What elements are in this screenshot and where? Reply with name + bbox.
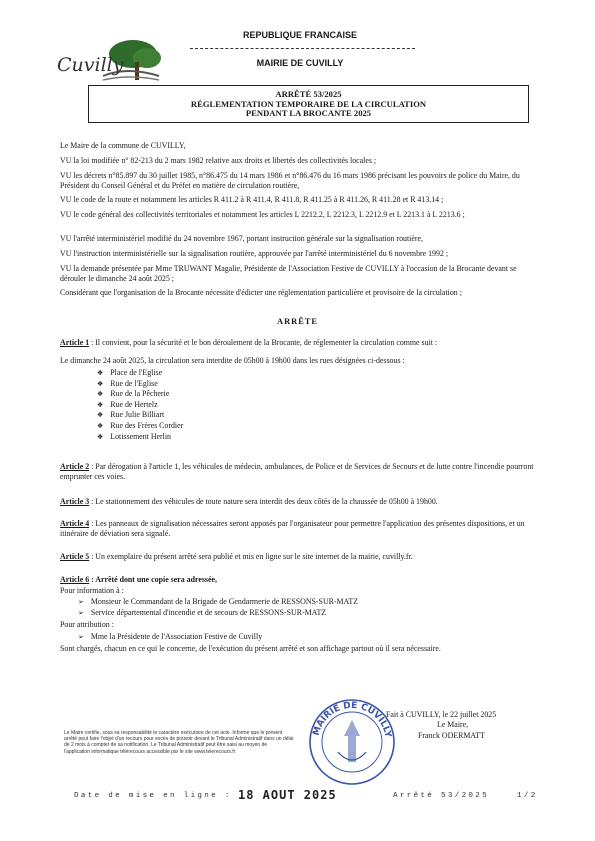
- stamp-text: MAIRIE DE CUVILLY: [311, 700, 393, 739]
- article-1-label: Article 1: [60, 338, 90, 347]
- article-6-label: Article 6: [60, 575, 90, 584]
- article-2-text: : Par dérogation à l'article 1, les véhicules de médecin, ambulances, de Police et de Services de Secours et de lutte contre l'incendie pourront emprunter ces voies.: [60, 462, 534, 481]
- info-list: [78, 597, 358, 618]
- street-item: ❖ Rue de Hertelz: [97, 400, 183, 411]
- info-label: Pour information à :: [60, 586, 124, 595]
- header-country: REPUBLIQUE FRANCAISE: [242, 30, 357, 40]
- preamble-maire: Le Maire de la commune de CUVILLY,: [60, 141, 186, 150]
- article-6: [60, 575, 540, 585]
- article-5-label: Article 5: [60, 552, 90, 561]
- arrete-heading: ARRÊTE: [277, 317, 318, 326]
- street-list: [97, 368, 183, 442]
- article-3-label: Article 3: [60, 497, 90, 506]
- logo: [55, 36, 165, 88]
- closing-text: Sont chargés, chacun en ce qui le concerne, de l'exécution du présent arrêté et son affichage partout où il sera nécessaire.: [60, 644, 441, 653]
- attrib-list: [78, 632, 262, 643]
- street-item: ❖ Rue de la Pêcherie: [97, 389, 183, 400]
- header-divider: [190, 48, 415, 49]
- attrib-item: ➢ Mme la Présidente de l'Association Festive de Cuvilly: [78, 632, 262, 643]
- official-seal-icon: [308, 698, 396, 786]
- article-2-label: Article 2: [60, 462, 90, 471]
- date-label: Date de mise en ligne :: [74, 792, 232, 800]
- arrete-title: RÉGLEMENTATION TEMPORAIRE DE LA CIRCULATION: [190, 98, 427, 109]
- date-stamp: 18 AOUT 2025: [238, 788, 337, 802]
- article-1-intro: Le dimanche 24 août 2025, la circulation sera interdite de 05h00 à 19h00 dans les rues désignées ci-dessous :: [60, 356, 405, 365]
- street-item: ❖ Rue de l'Eglise: [97, 379, 183, 390]
- arrete-subtitle: PENDANT LA BROCANTE 2025: [245, 108, 372, 119]
- article-4-text: : Les panneaux de signalisation nécessaires seront apposés par l'organisateur pour permettre l'application des présentes dispositions, et un itinéraire de déviation sera signalé.: [60, 519, 525, 538]
- article-1-text: : Il convient, pour la sécurité et le bon déroulement de la Brocante, de réglementer la circulation comme suit :: [89, 338, 438, 347]
- legal-footnote: Le Maire certifie, sous sa responsabilité le caractère exécutoire de cet acte. Informe que le présent arrêté peut faire l'objet d'un recours pour excès de pouvoir devant le Tribunal Administratif dans un délai de 2 mois à compter de sa notification. Le Tribunal Administratif peut être saisi au moyen de l'application informatique télérecours accessible par le site www.telerecours.fr: [64, 730, 294, 755]
- arrete-number: ARRÊTÉ 53/2025: [275, 89, 342, 99]
- article-3-text: : Le stationnement des véhicules de toute nature sera interdit des deux côtés de la chaussée de 05h00 à 19h00.: [89, 497, 438, 506]
- preamble-vu-7: VU la demande présentée par Mme TRUWANT Magalie, Présidente de l'Association Festive de CUVILLY à l'occasion de la Brocante devant se dérouler le dimanche 24 août 2025 ;: [60, 264, 517, 283]
- article-2: [60, 462, 540, 481]
- preamble-vu-1: VU la loi modifiée n° 82-213 du 2 mars 1982 relative aux droits et libertés des collectivités locales ;: [60, 156, 377, 165]
- article-5: [60, 552, 540, 562]
- attrib-label: Pour attribution :: [60, 620, 114, 629]
- info-item: ➢ Service départemental d'incendie et de secours de RESSONS-SUR-MATZ: [78, 608, 358, 619]
- preamble-vu-2: VU les décrets n°85.897 du 30 juillet 1985, n°86.475 du 14 mars 1986 et n°86.476 du 16 mars 1986 précisant les pouvoirs de police du Maire, du Président du Conseil Général et du Préfet en matière de circulation routière,: [60, 171, 520, 190]
- street-item: ❖ Place de l'Eglise: [97, 368, 183, 379]
- article-1: [60, 338, 540, 348]
- article-4-label: Article 4: [60, 519, 90, 528]
- street-item: ❖ Lotissement Herlin: [97, 432, 183, 443]
- page-number: 1/2: [517, 792, 538, 800]
- logo-text: Cuvilly: [57, 54, 124, 76]
- article-3: [60, 497, 540, 507]
- preamble-considerant: Considérant que l'organisation de la Brocante nécessite d'édicter une réglementation particulière et provisoire de la circulation ;: [60, 288, 462, 297]
- signature-name: Franck ODERMATT: [418, 731, 485, 740]
- mairie-stamp: [308, 698, 396, 791]
- article-6-text: : Arrêté dont une copie sera adressée,: [89, 575, 217, 584]
- signature-place-date: Fait à CUVILLY, le 22 juillet 2025: [386, 710, 497, 719]
- street-item: ❖ Rue des Frères Cordier: [97, 421, 183, 432]
- header-mairie: MAIRIE DE CUVILLY: [256, 58, 344, 68]
- preamble-vu-4: VU le code général des collectivités territoriales et notamment les articles L 2212.2, L 2212.3, L 2212.9 et L 2213.1 à L 2213.6 ;: [60, 210, 465, 219]
- article-5-text: : Un exemplaire du présent arrêté sera publié et mis en ligne sur le site internet de la mairie, cuvilly.fr.: [89, 552, 413, 561]
- preamble-vu-3: VU le code de la route et notamment les articles R 411.2 à R 411.4, R 411.8, R 411.25 à R 411.26, R 411.28 et R 413.14 ;: [60, 195, 444, 204]
- article-4: [60, 519, 540, 538]
- preamble-vu-6: VU l'instruction interministérielle sur la signalisation routière, approuvée par l'arrêté interministériel du 6 novembre 1992 ;: [60, 249, 449, 258]
- info-item: ➢ Monsieur le Commandant de la Brigade de Gendarmerie de RESSONS-SUR-MATZ: [78, 597, 358, 608]
- signature-role: Le Maire,: [437, 720, 469, 729]
- title-box: [88, 85, 529, 123]
- street-item: ❖ Rue Julie Billiart: [97, 410, 183, 421]
- arrete-reference: Arrêté 53/2025: [393, 792, 489, 800]
- preamble-vu-5: VU l'arrêté interministériel modifié du 24 novembre 1967, portant instruction générale sur la signalisation routière,: [60, 234, 423, 243]
